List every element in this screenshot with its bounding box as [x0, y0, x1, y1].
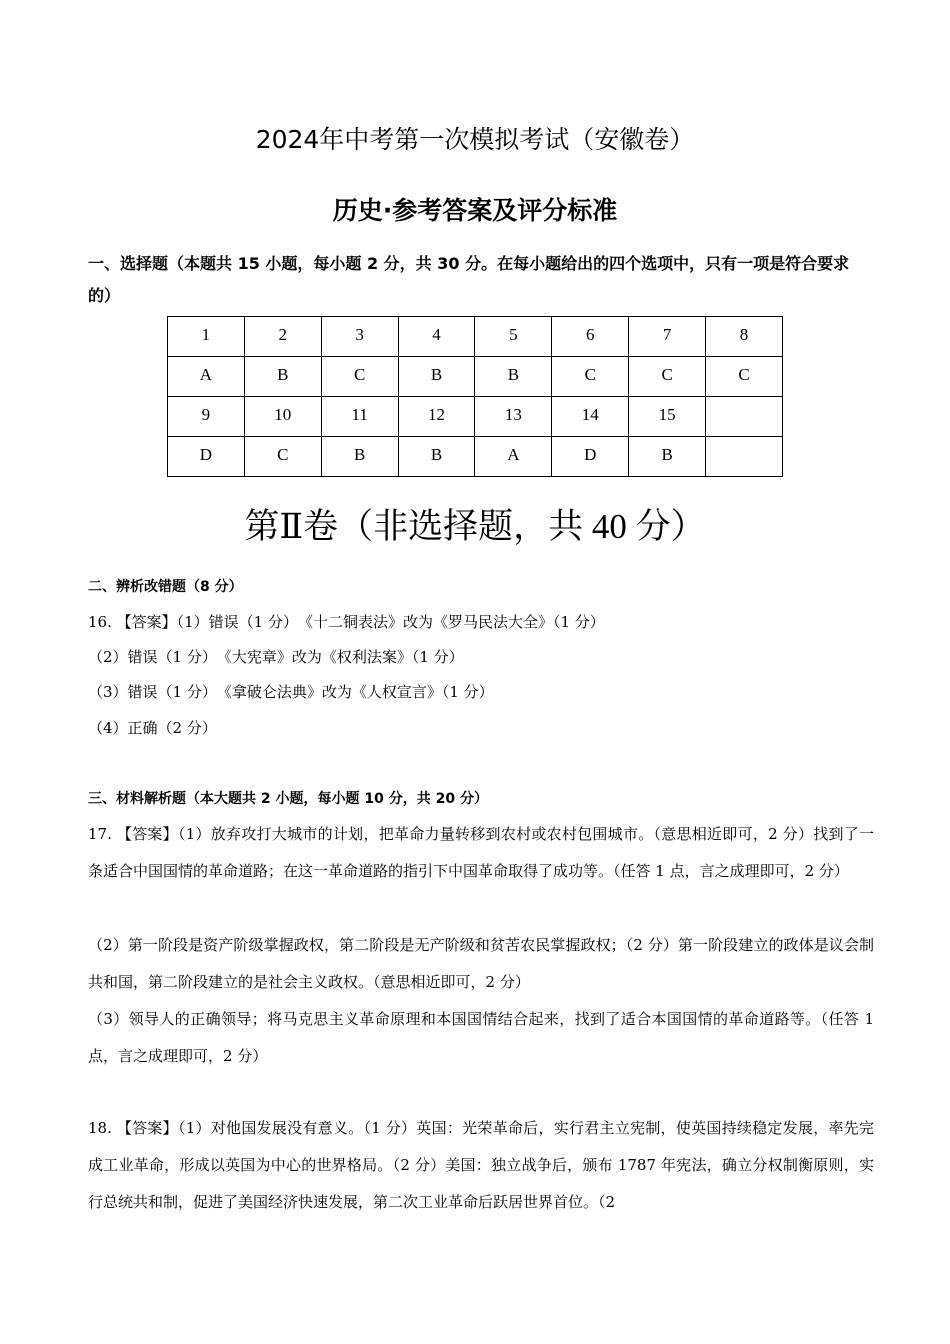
- answer-table-cell: C: [706, 357, 783, 397]
- answer-table-cell: B: [629, 437, 706, 477]
- answer-table-row: [168, 317, 783, 357]
- answer-table-cell: B: [398, 357, 475, 397]
- part2-title: 第Ⅱ卷（非选择题，共 40 分）: [244, 507, 706, 546]
- answer-table-cell: C: [244, 437, 321, 477]
- answer-table-cell: 4: [398, 317, 475, 357]
- section3-heading: 三、材料解析题（本大题共 2 小题，每小题 10 分，共 20 分）: [88, 791, 488, 807]
- answer-table-cell: [706, 437, 783, 477]
- answer-table-cell: 7: [629, 317, 706, 357]
- answer-table-cell: B: [475, 357, 552, 397]
- answer-table-row: [168, 437, 783, 477]
- q16-answer-line: （2）错误（1 分） 《大宪章》改为《权利法案》（1 分）: [88, 648, 464, 666]
- section1-heading: 一、选择题（本题共 15 小题，每小题 2 分，共 30 分。在每小题给出的四个选项中，只有一项是符合要求的）: [88, 254, 850, 305]
- answer-table-cell: 13: [475, 397, 552, 437]
- answer-table-cell: 12: [398, 397, 475, 437]
- q17-answer-part3: （3）领导人的正确领导；将马克思主义革命原理和本国国情结合起来，找到了适合本国国情的革命道路等。（任答 1 点，言之成理即可，2 分）: [88, 1010, 874, 1065]
- q16-answer-line: （3）错误（1 分） 《拿破仑法典》改为《人权宣言》（1 分）: [88, 683, 494, 701]
- exam-title: 2024年中考第一次模拟考试（安徽卷）: [255, 125, 695, 154]
- answer-table-cell: D: [168, 437, 245, 477]
- q17-answer-part1: 17. 【答案】（1）放弃攻打大城市的计划，把革命力量转移到农村或农村包围城市。（意思相近即可，2 分）找到了一条适合中国国情的革命道路；在这一革命道路的指引下中国革命取得了成功等。（任答 1 点，言之成理即可，2 分）: [88, 825, 874, 880]
- answer-table-row: [168, 357, 783, 397]
- answer-table-cell: 1: [168, 317, 245, 357]
- section2-heading: 二、辨析改错题（8 分）: [88, 579, 243, 595]
- answer-table-cell: C: [629, 357, 706, 397]
- answer-table-cell: 6: [552, 317, 629, 357]
- answer-table-row: [168, 397, 783, 437]
- q16-answer-line: （4）正确（2 分）: [88, 719, 217, 737]
- q18-answer-part1: 18. 【答案】（1）对他国发展没有意义。（1 分）英国：光荣革命后，实行君主立宪制，使英国持续稳定发展，率先完成工业革命，形成以英国为中心的世界格局。（2 分）美国：独立战争后，颁布 1787 年宪法，确立分权制衡原则，实行总统共和制，促进了美国经济快速发展，第二次工业革命后跃居世界首位。（2: [88, 1119, 874, 1211]
- answer-table-cell: 15: [629, 397, 706, 437]
- answer-table-cell: 3: [321, 317, 398, 357]
- answer-table-cell: C: [552, 357, 629, 397]
- q17-answer-part2: （2）第一阶段是资产阶级掌握政权，第二阶段是无产阶级和贫苦农民掌握政权；（2 分）第一阶段建立的政体是议会制共和国，第二阶段建立的是社会主义政权。（意思相近即可，2 分）: [88, 936, 874, 991]
- exam-subtitle: 历史·参考答案及评分标准: [332, 196, 618, 225]
- answer-table-cell: D: [552, 437, 629, 477]
- q16-answer-line: 16. 【答案】（1）错误（1 分） 《十二铜表法》改为《罗马民法大全》（1 分）: [88, 613, 605, 631]
- answer-table-cell: B: [244, 357, 321, 397]
- answer-table-cell: 5: [475, 317, 552, 357]
- answer-table-cell: A: [168, 357, 245, 397]
- answer-table-cell: 9: [168, 397, 245, 437]
- answer-table-cell: 8: [706, 317, 783, 357]
- answer-table-cell: 11: [321, 397, 398, 437]
- answer-table-cell: 2: [244, 317, 321, 357]
- answer-table-cell: B: [321, 437, 398, 477]
- answer-table-cell: 10: [244, 397, 321, 437]
- answer-table-cell: 14: [552, 397, 629, 437]
- answer-table-cell: B: [398, 437, 475, 477]
- answer-table: [167, 316, 783, 477]
- answer-table-cell: A: [475, 437, 552, 477]
- answer-table-cell: C: [321, 357, 398, 397]
- answer-table-cell: [706, 397, 783, 437]
